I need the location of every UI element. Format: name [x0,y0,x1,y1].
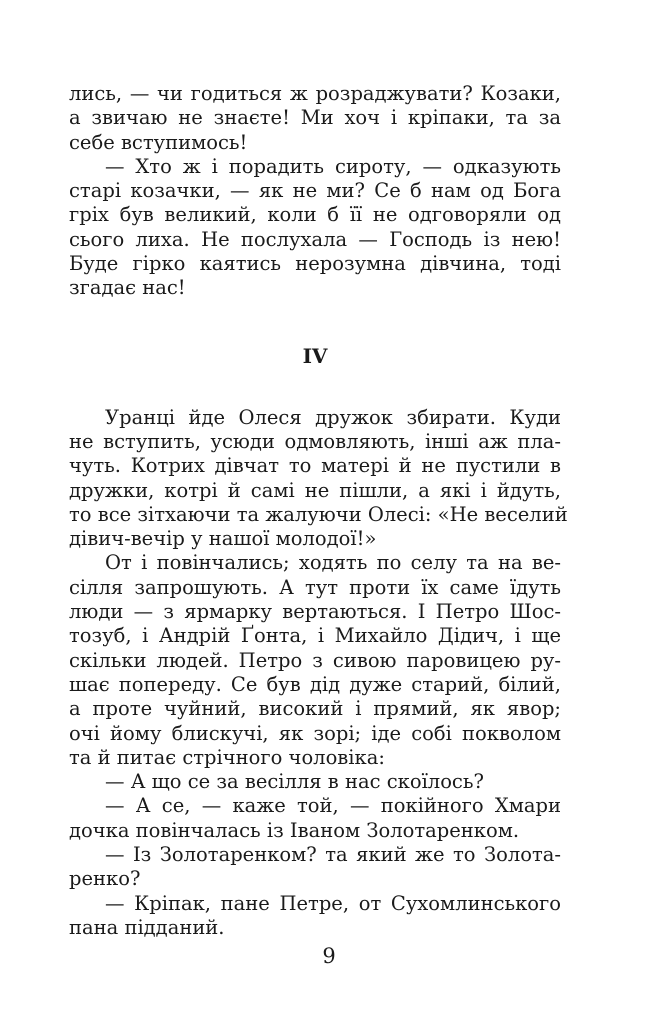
text-line: — А що се за весілля в нас скоїлось? [105,770,484,794]
page-number: 9 [322,944,336,968]
text-line: дружки, котрі й самі не пішли, а які і йдуть, [69,478,561,502]
text-line: Уранці йде Олеся дружок збирати. Куди [105,405,561,429]
text-line: себе вступимось! [69,130,248,154]
text-line: От і повінчались; ходять по селу та на ве- [105,551,561,575]
text-line: а проте чуйний, високий і прямий, як явор; [69,697,561,721]
text-line: то все зітхаючи та жалуючи Олесі: «Не веселий [69,502,568,526]
text-line: скільки людей. Петро з сивою паровицею ру- [69,648,561,672]
text-line: — Кріпак, пане Петре, от Сухомлинського [105,891,561,915]
text-line: та й питає стрічного чоловіка: [69,745,385,769]
text-line: — А се, — каже той, — покійного Хмари [105,794,561,818]
text-line: Буде гірко каятись нерозумна дівчина, тоді [69,252,561,276]
text-line: згадає нас! [69,276,186,300]
text-line: тозуб, і Андрій Ґонта, і Михайло Дідич, і ще [69,624,561,648]
text-line: гріх був великий, коли б її не одговоряли од [69,203,561,227]
text-line: — Хто ж і порадить сироту, — одказують [105,154,561,178]
text-line: пана підданий. [69,915,225,939]
text-line: ренко? [69,867,141,891]
text-line: чуть. Котрих дівчат то матері й не пустили в [69,454,561,478]
text-line: сього лиха. Не послухала — Господь із нею! [69,227,561,251]
text-line: люди — з ярмарку вертаються. І Петро Шос- [69,600,561,624]
text-line: старі козачки, — як не ми? Се б нам од Бога [69,179,561,203]
text-line: дівич-вечір у нашої молодої!» [69,527,377,551]
text-line: дочка повінчалась із Іваном Золотаренком. [69,818,520,842]
text-line: — Із Золотаренком? та який же то Золота- [105,843,561,867]
text-line: не вступить, усюди одмовляють, інші аж пла- [69,429,561,453]
text-line: шає попереду. Се був дід дуже старий, білий, [69,672,561,696]
text-line: лись, — чи годиться ж розраджувати? Козаки, [69,82,561,105]
text-line: а звичаю не знаєте! Ми хоч і кріпаки, та за [69,106,561,130]
text-line: очі йому блискучі, як зорі; іде собі покволом [69,721,561,745]
page-body [69,82,568,940]
text-line: сілля запрошують. А тут проти їх саме їдуть [69,575,561,599]
text-block-1 [69,82,561,301]
text-block-2 [69,405,568,941]
chapter-heading: IV [302,343,328,368]
